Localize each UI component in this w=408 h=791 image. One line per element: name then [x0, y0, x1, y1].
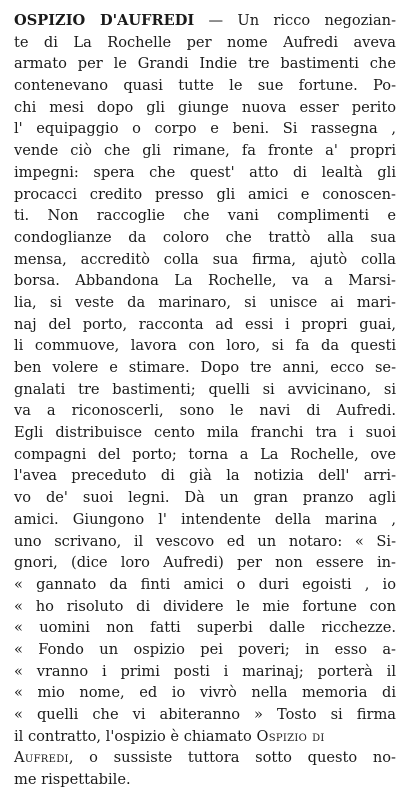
article-line-16: li commuove, lavora con loro, si fa da questi — [14, 337, 396, 355]
article-line-10: ti. Non raccoglie che vani complimenti e — [14, 207, 396, 225]
aufredi-name-smallcaps: Aufredi — [14, 749, 69, 767]
article-line-26: gnori, (dice loro Aufredi) per non essere in- — [14, 554, 396, 572]
article-line-35 — [14, 747, 396, 769]
article-line-20: Egli distribuisce cento mila franchi tra i suoi — [14, 424, 396, 442]
article-line-35-text: , o sussiste tuttora sotto questo no- — [68, 749, 396, 767]
article-line-17: ben volere e stimare. Dopo tre anni, ecco se- — [14, 359, 396, 376]
article-line-29: « uomini non fatti superbi dalle ricchezze. — [14, 619, 396, 637]
article-line-34-text: il contratto, l'ospizio è chiamato — [14, 727, 257, 745]
article-line-27: « gannato da finti amici o duri egoisti , io — [14, 575, 396, 593]
article-line-31: « vranno i primi posti i marinaj; porterà il — [14, 662, 396, 680]
article-line-33: « quelli che vi abiteranno » Tosto si firma — [14, 706, 396, 723]
article-line-32: « mio nome, ed io vivrò nella memoria di — [14, 684, 396, 702]
article-line-23: vo de' suoi legni. Dà un gran pranzo agli — [14, 489, 396, 507]
article-line-11: condoglianze da coloro che trattò alla sua — [14, 228, 396, 246]
article-line-3: armato per le Grandi Indie tre bastimenti che — [14, 55, 396, 73]
article-heading: OSPIZIO D'AUFREDI — [14, 12, 195, 29]
article-line-21: compagni del porto; torna a La Rochelle, ove — [14, 445, 396, 463]
article-line-5: chi mesi dopo gli giunge nuova esser perito — [14, 98, 396, 116]
ospizio-name-smallcaps: Ospizio di — [256, 727, 325, 745]
article-line-34 — [14, 726, 396, 748]
article-line-13: borsa. Abbandona La Rochelle, va a Marsi- — [14, 272, 396, 290]
article-line-30: « Fondo un ospizio pei poveri; in esso a- — [14, 640, 396, 658]
article-column — [14, 10, 396, 791]
article-line-4: contenevano quasi tutte le sue fortune. Po- — [14, 77, 396, 95]
article-line-36: me rispettabile. — [14, 771, 131, 789]
article-line-14: lia, si veste da marinaro, si unisce ai mari- — [14, 293, 396, 311]
article-line-9: procacci credito presso gli amici e conoscen- — [14, 185, 396, 203]
article-line-8: impegni: spera che quest' atto di lealtà gli — [14, 163, 396, 181]
article-heading-continuation: — Un ricco negozian- — [194, 12, 396, 29]
article-line-24: amici. Giungono l' intendente della marina , — [14, 510, 396, 528]
article-line-25: uno scrivano, il vescovo ed un notaro: « Si- — [14, 532, 396, 550]
article-line-22: l'avea preceduto di già la notizia dell' arri- — [14, 467, 396, 485]
article-line-18: gnalati tre bastimenti; quelli si avvicinano, si — [14, 380, 396, 398]
article-line-15: naj del porto, racconta ad essi i propri guai, — [14, 315, 396, 333]
article-line-2: te di La Rochelle per nome Aufredi aveva — [14, 33, 396, 51]
article-line-12: mensa, accreditò colla sua firma, ajutò colla — [14, 250, 396, 268]
article-line-1 — [14, 10, 396, 32]
article-line-7: vende ciò che gli rimane, fa fronte a' propri — [14, 142, 396, 160]
article-line-6: l' equipaggio o corpo e beni. Si rassegna , — [14, 120, 396, 138]
article-line-19: va a riconoscerli, sono le navi di Aufredi. — [14, 402, 396, 420]
article-line-28: « ho risoluto di dividere le mie fortune con — [14, 597, 396, 615]
